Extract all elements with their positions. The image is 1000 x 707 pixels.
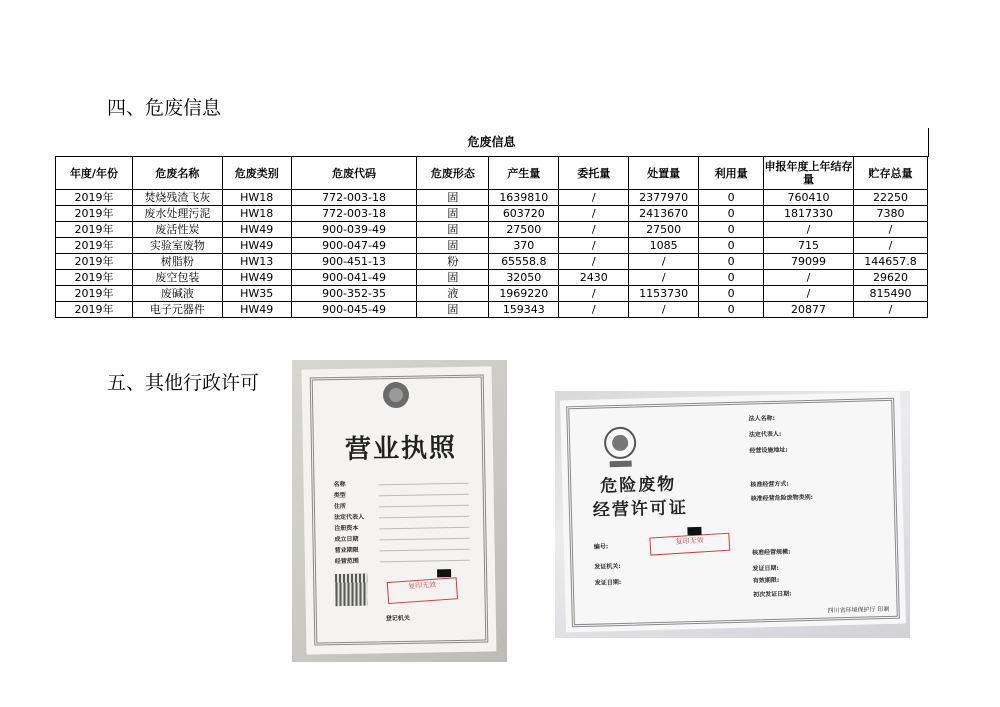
table-cell: 0 — [699, 206, 764, 222]
table-cell: / — [629, 254, 699, 270]
table-cell: 20877 — [764, 302, 854, 318]
table-cell: 772-003-18 — [291, 190, 417, 206]
table-cell: 79099 — [764, 254, 854, 270]
permit-copy-stamp: 复印无效 — [649, 533, 730, 556]
table-cell: / — [559, 206, 629, 222]
table-cell: 27500 — [489, 222, 559, 238]
table-cell: 固 — [417, 222, 489, 238]
table-cell: 144657.8 — [853, 254, 927, 270]
table-header-cell: 利用量 — [699, 157, 764, 190]
permit-left-field-label: 发证机关: — [594, 562, 621, 571]
table-cell: / — [853, 302, 927, 318]
permit-left-field-label: 编号: — [593, 543, 609, 551]
table-cell: 2019年 — [56, 190, 133, 206]
table-row — [56, 238, 928, 254]
table-row — [56, 254, 928, 270]
qr-code-icon — [335, 574, 368, 607]
permit-field-label: 发证日期: — [752, 564, 779, 573]
table-row — [56, 190, 928, 206]
table-cell: 32050 — [489, 270, 559, 286]
table-cell: / — [629, 302, 699, 318]
table-cell: 电子元器件 — [132, 302, 222, 318]
table-cell: 370 — [489, 238, 559, 254]
table-cell: / — [853, 238, 927, 254]
table-cell: / — [764, 270, 854, 286]
table-cell: 粉 — [417, 254, 489, 270]
table-cell: 603720 — [489, 206, 559, 222]
table-cell: / — [559, 222, 629, 238]
table-cell: 0 — [699, 238, 764, 254]
table-cell: 0 — [699, 254, 764, 270]
table-cell: 固 — [417, 190, 489, 206]
table-cell: 2413670 — [629, 206, 699, 222]
table-cell: 27500 — [629, 222, 699, 238]
table-title: 危废信息 — [55, 128, 929, 157]
table-cell: 树脂粉 — [132, 254, 222, 270]
table-cell: 900-039-49 — [291, 222, 417, 238]
table-row — [56, 206, 928, 222]
table-cell: 760410 — [764, 190, 854, 206]
table-cell: 1969220 — [489, 286, 559, 302]
table-cell: 废活性炭 — [132, 222, 222, 238]
table-cell: 1153730 — [629, 286, 699, 302]
table-cell: HW35 — [222, 286, 291, 302]
table-cell: / — [629, 270, 699, 286]
table-cell: 固 — [417, 238, 489, 254]
table-cell: 900-045-49 — [291, 302, 417, 318]
license-paper — [302, 366, 497, 654]
table-cell: 0 — [699, 286, 764, 302]
environment-logo-icon — [601, 424, 640, 469]
table-cell: HW49 — [222, 238, 291, 254]
section-heading-hazardous-waste: 四、危废信息 — [107, 97, 222, 119]
table-cell: 废碱液 — [132, 286, 222, 302]
permit-issuer: 四川省环境保护厅 印制 — [827, 605, 890, 615]
table-cell: 2019年 — [56, 238, 133, 254]
table-cell: 废空包装 — [132, 270, 222, 286]
permit-field-label: 经营设施地址: — [749, 446, 788, 455]
table-cell: 液 — [417, 286, 489, 302]
permit-field-label: 核准经营规模: — [751, 548, 791, 557]
section-heading-other-permits: 五、其他行政许可 — [107, 372, 260, 394]
license-copy-stamp: 复印无效 — [387, 577, 458, 604]
table-cell: 815490 — [853, 286, 927, 302]
table-row — [56, 222, 928, 238]
table-header-cell: 申报年度上年结存量 — [764, 157, 854, 190]
permit-field-label: 有效期限: — [752, 576, 780, 585]
table-row — [56, 270, 928, 286]
table-cell: 2019年 — [56, 302, 133, 318]
table-header-cell: 处置量 — [629, 157, 699, 190]
table-cell: 900-047-49 — [291, 238, 417, 254]
hazardous-waste-table — [55, 156, 928, 318]
license-field-label: 成立日期 — [334, 535, 359, 544]
table-cell: 1639810 — [489, 190, 559, 206]
license-field-label: 名称 — [333, 480, 346, 489]
table-cell: / — [559, 238, 629, 254]
table-cell: 1817330 — [764, 206, 854, 222]
table-cell: 900-352-35 — [291, 286, 417, 302]
table-cell: 2377970 — [629, 190, 699, 206]
table-header-cell: 委托量 — [559, 157, 629, 190]
license-field-label: 法定代表人 — [334, 513, 365, 522]
table-cell: / — [764, 286, 854, 302]
table-cell: 2019年 — [56, 270, 133, 286]
license-field-label: 类型 — [333, 491, 346, 500]
table-cell: 固 — [417, 270, 489, 286]
license-registrar: 登记机关 — [385, 614, 410, 623]
table-cell: 2430 — [559, 270, 629, 286]
table-header-cell: 危废形态 — [417, 157, 489, 190]
permit-redaction — [687, 527, 701, 535]
table-cell: HW18 — [222, 206, 291, 222]
table-cell: 0 — [699, 270, 764, 286]
table-cell: HW49 — [222, 270, 291, 286]
table-cell: 固 — [417, 302, 489, 318]
table-cell: HW13 — [222, 254, 291, 270]
table-cell: / — [559, 302, 629, 318]
table-cell: 2019年 — [56, 254, 133, 270]
table-header-cell: 贮存总量 — [853, 157, 927, 190]
table-header-cell: 年度/年份 — [56, 157, 133, 190]
table-cell: 废水处理污泥 — [132, 206, 222, 222]
permit-paper — [560, 392, 906, 633]
hazardous-waste-permit-photo — [555, 391, 910, 638]
table-cell: 2019年 — [56, 206, 133, 222]
table-cell: 固 — [417, 206, 489, 222]
table-cell: 2019年 — [56, 286, 133, 302]
table-header-cell: 危废名称 — [132, 157, 222, 190]
permit-title-line1: 危险废物 — [600, 474, 677, 497]
business-license-photo — [292, 360, 507, 662]
table-cell: HW18 — [222, 190, 291, 206]
table-cell: 22250 — [853, 190, 927, 206]
permit-field-label: 法人名称: — [748, 414, 776, 423]
table-header-cell: 危废代码 — [291, 157, 417, 190]
table-cell: 7380 — [853, 206, 927, 222]
table-cell: HW49 — [222, 302, 291, 318]
table-cell: 29620 — [853, 270, 927, 286]
table-header-cell: 危废类别 — [222, 157, 291, 190]
permit-title-line2: 经营许可证 — [592, 498, 689, 521]
license-field-label: 营业期限 — [334, 546, 359, 555]
table-cell: / — [764, 222, 854, 238]
table-cell: 1085 — [629, 238, 699, 254]
table-cell: 0 — [699, 302, 764, 318]
table-header-cell: 产生量 — [489, 157, 559, 190]
table-cell: 900-041-49 — [291, 270, 417, 286]
license-field-label: 注册资本 — [334, 524, 359, 533]
table-cell: 65558.8 — [489, 254, 559, 270]
table-cell: HW49 — [222, 222, 291, 238]
table-cell: 900-451-13 — [291, 254, 417, 270]
table-cell: 0 — [699, 222, 764, 238]
permit-field-label: 核准经营方式: — [750, 480, 789, 489]
table-cell: / — [559, 286, 629, 302]
permit-field-label: 初次发证日期: — [753, 590, 792, 599]
table-cell: 2019年 — [56, 222, 133, 238]
permit-field-label: 法定代表人: — [748, 430, 782, 439]
permit-field-label: 核准经营危险废物类别: — [750, 493, 814, 503]
permit-left-field-label: 发证日期: — [594, 578, 622, 587]
table-cell: / — [853, 222, 927, 238]
license-field-label: 经营范围 — [334, 557, 359, 566]
table-cell: 159343 — [489, 302, 559, 318]
table-cell: 焚烧残渣飞灰 — [132, 190, 222, 206]
table-cell: 实验室废物 — [132, 238, 222, 254]
table-row — [56, 286, 928, 302]
table-row — [56, 302, 928, 318]
table-cell: 772-003-18 — [291, 206, 417, 222]
license-redaction — [437, 569, 451, 577]
table-cell: 715 — [764, 238, 854, 254]
table-cell: / — [559, 254, 629, 270]
license-title: 营业执照 — [344, 432, 458, 465]
table-cell: / — [559, 190, 629, 206]
national-emblem-icon — [380, 380, 413, 411]
table-cell: 0 — [699, 190, 764, 206]
license-field-label: 住所 — [333, 502, 346, 511]
table-header-row — [56, 157, 928, 190]
